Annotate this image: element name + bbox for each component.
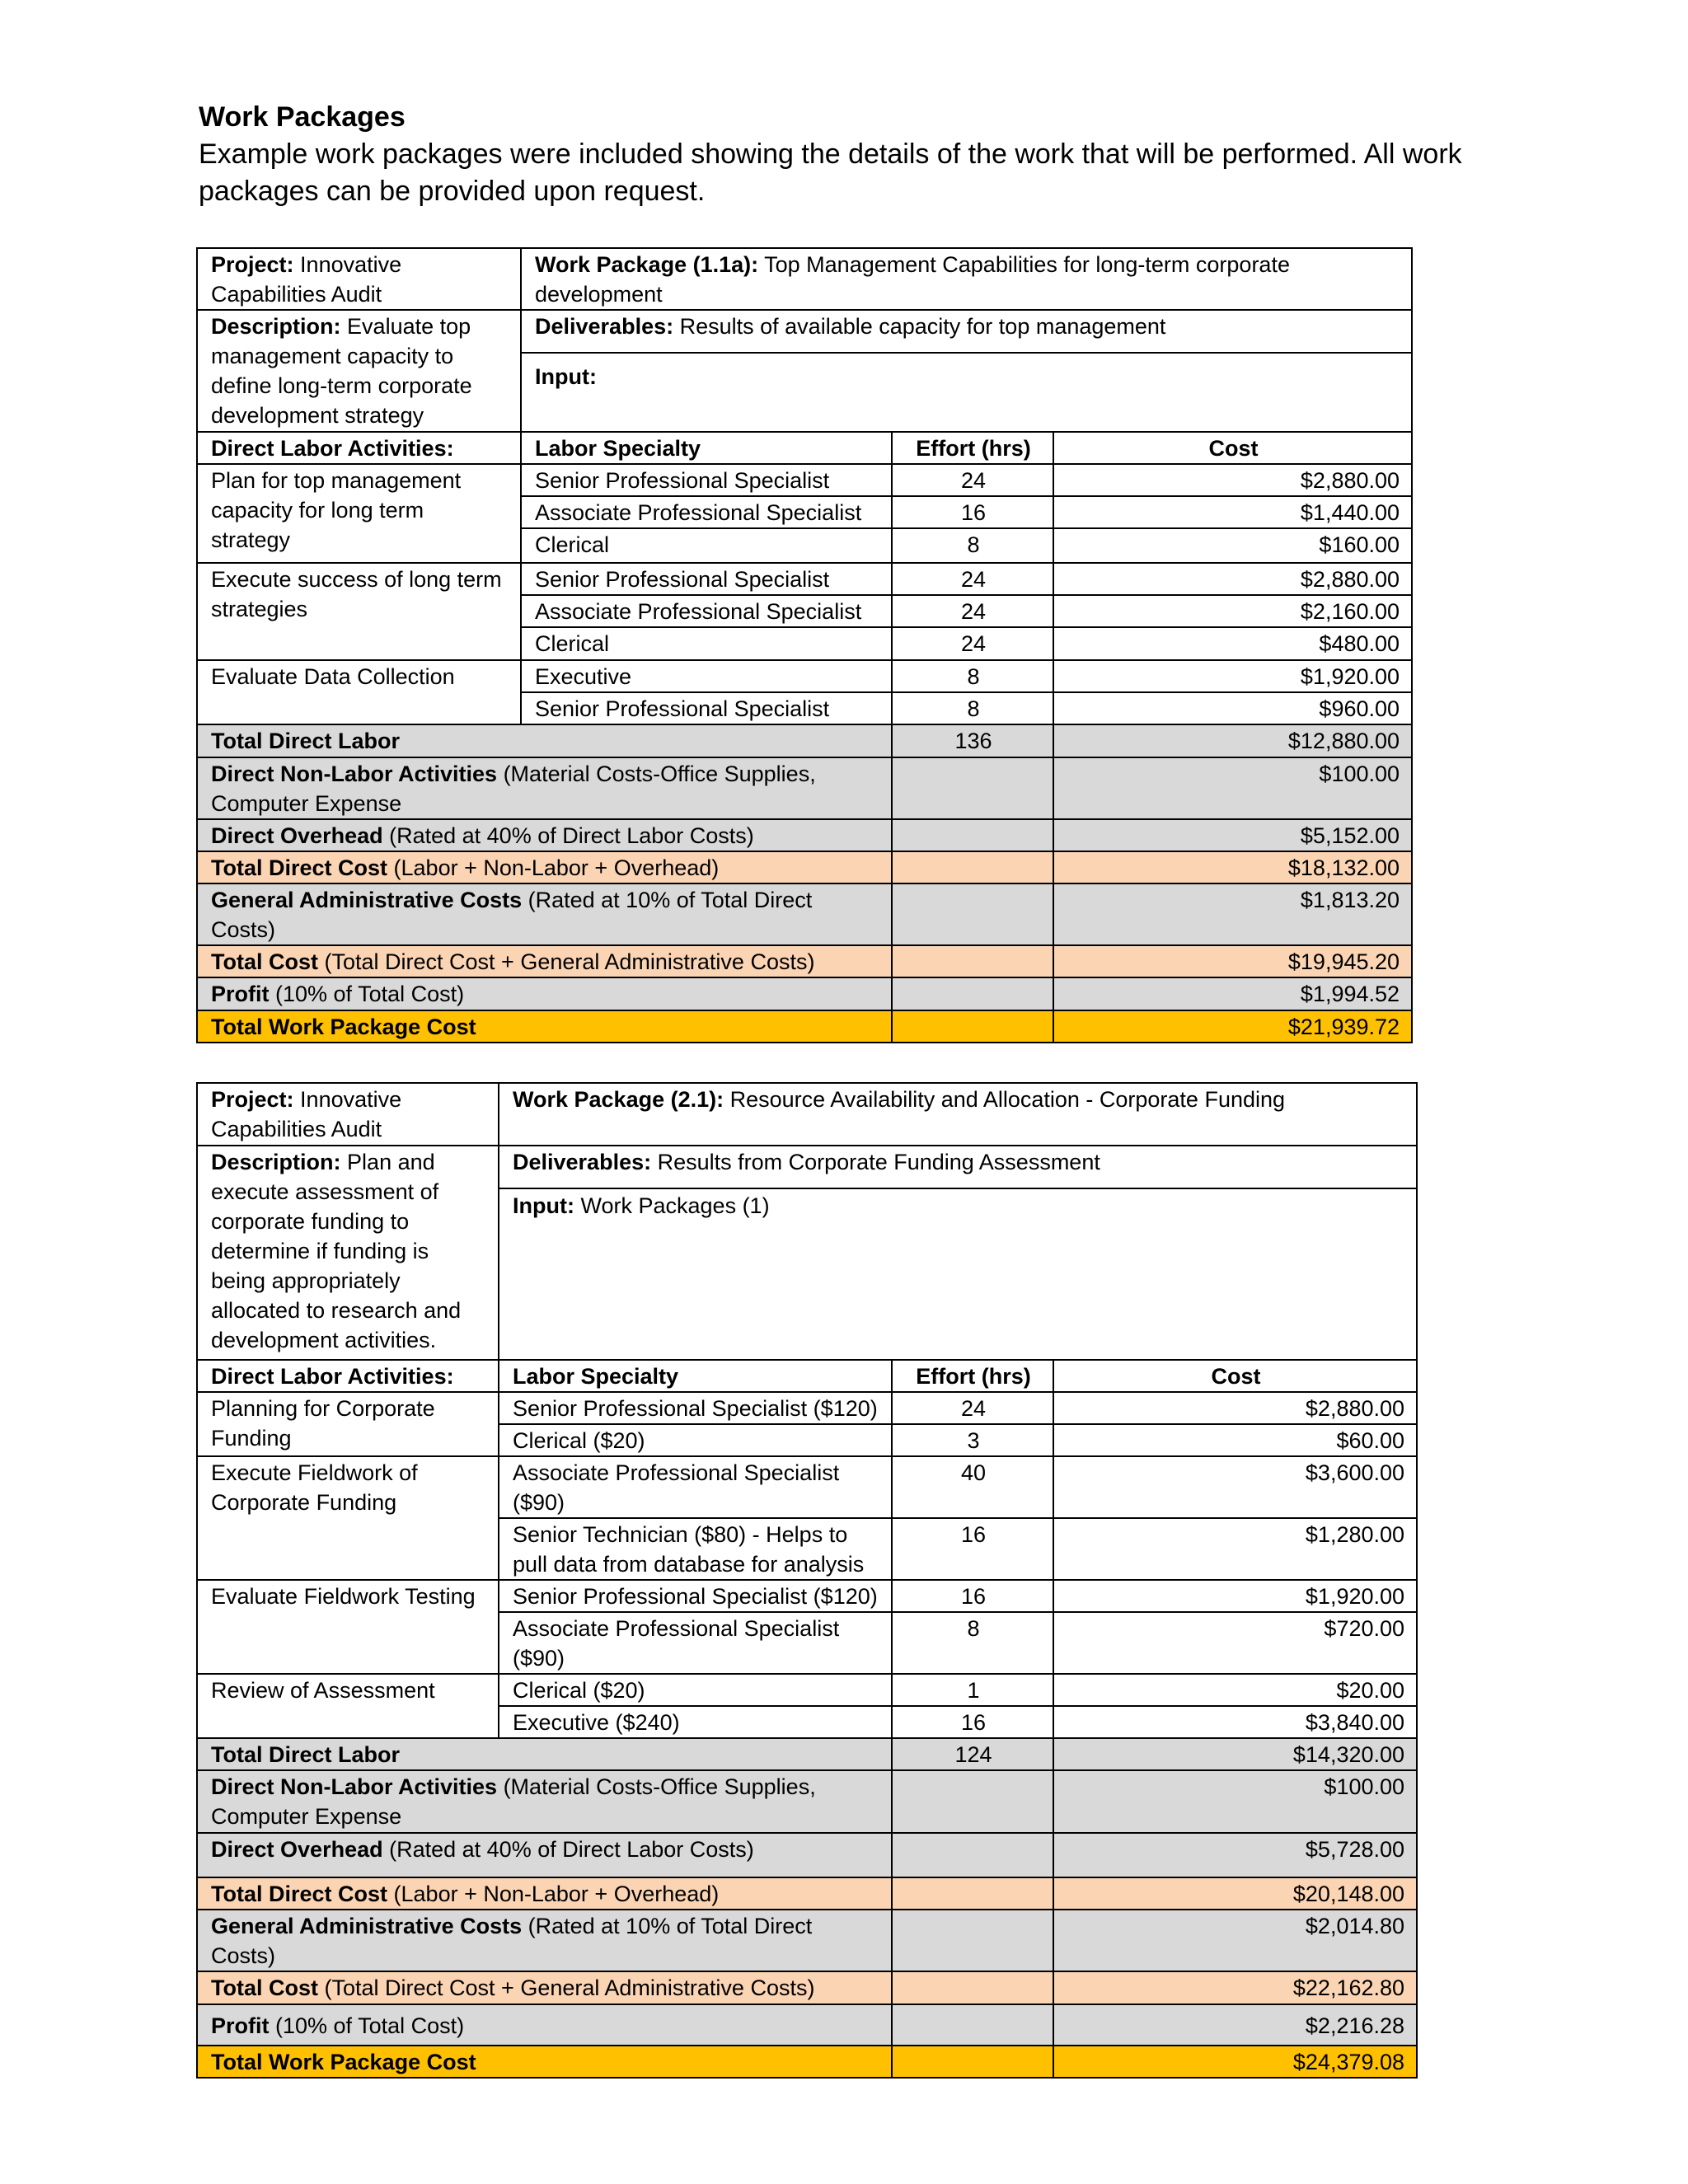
total-direct-labor-label: Total Direct Labor [197, 1738, 892, 1770]
total-cost-row [197, 945, 1412, 977]
total-wp-cost-label: Total Work Package Cost [197, 2046, 892, 2078]
wp2-description-cell [197, 1146, 499, 1360]
activity-cell: Planning for Corporate Funding [197, 1392, 499, 1456]
cost-value: $1,440.00 [1053, 496, 1412, 528]
cost-header: Cost [1053, 432, 1412, 464]
total-direct-cost-value: $18,132.00 [1053, 851, 1412, 883]
table-row [197, 464, 1412, 496]
effort-hours: 24 [892, 595, 1053, 627]
profit-note: (10% of Total Cost) [269, 2013, 465, 2038]
labor-specialty: Executive ($240) [499, 1706, 892, 1738]
project-name: Innovative Capabilities Audit [211, 1087, 402, 1141]
profit-value: $1,994.52 [1053, 977, 1412, 1010]
effort-hours: 16 [892, 1518, 1053, 1580]
cost-value: $2,880.00 [1053, 563, 1412, 595]
effort-hours: 40 [892, 1456, 1053, 1518]
total-wp-cost-effort [892, 2046, 1053, 2078]
project-label: Project: [211, 252, 294, 277]
effort-header: Effort (hrs) [892, 1360, 1053, 1392]
labor-specialty: Associate Professional Specialist ($90) [499, 1612, 892, 1674]
profit-note: (10% of Total Cost) [269, 982, 465, 1006]
non-labor-title: Direct Non-Labor Activities [211, 1774, 498, 1799]
total-wp-cost-row [197, 1010, 1412, 1043]
non-labor-label [197, 757, 892, 819]
profit-row [197, 2004, 1417, 2046]
profit-value: $2,216.28 [1053, 2004, 1417, 2046]
table-row [197, 1674, 1417, 1706]
ga-row [197, 883, 1412, 945]
overhead-note: (Rated at 40% of Direct Labor Costs) [382, 1837, 754, 1862]
total-direct-cost-effort [892, 851, 1053, 883]
table-row [197, 1580, 1417, 1612]
input-label: Input: [535, 364, 597, 389]
total-direct-labor-cost: $12,880.00 [1053, 724, 1412, 757]
labor-specialty: Associate Professional Specialist ($90) [499, 1456, 892, 1518]
input-text: Work Packages (1) [580, 1193, 770, 1218]
non-labor-effort [892, 1770, 1053, 1833]
labor-specialty: Clerical [521, 627, 892, 660]
total-cost-title: Total Cost [211, 1975, 318, 2000]
effort-hours: 24 [892, 1392, 1053, 1424]
total-direct-cost-note: (Labor + Non-Labor + Overhead) [387, 1882, 720, 1906]
wp1-input-cell [521, 353, 1412, 432]
project-name: Innovative Capabilities Audit [211, 252, 402, 307]
ga-row [197, 1910, 1417, 1971]
activity-cell: Execute success of long term strategies [197, 563, 521, 660]
ga-title: General Administrative Costs [211, 1914, 523, 1938]
total-direct-cost-label [197, 851, 892, 883]
effort-hours: 8 [892, 1612, 1053, 1674]
total-cost-effort [892, 945, 1053, 977]
wp2-deliverables-cell [499, 1146, 1417, 1188]
total-cost-title: Total Cost [211, 949, 318, 974]
total-cost-value: $19,945.20 [1053, 945, 1412, 977]
labor-specialty: Executive [521, 660, 892, 692]
description-label: Description: [211, 1150, 341, 1174]
overhead-label [197, 819, 892, 851]
cost-value: $2,880.00 [1053, 1392, 1417, 1424]
wp2-title-cell [499, 1083, 1417, 1146]
description-text: Plan and execute assessment of corporate funding to determine if funding is being appropriately allocated to research and development activities. [211, 1150, 462, 1352]
deliverables-text: Results of available capacity for top management [679, 314, 1166, 339]
deliverables-label: Deliverables: [535, 314, 674, 339]
overhead-row [197, 1833, 1417, 1877]
cost-value: $2,880.00 [1053, 464, 1412, 496]
overhead-title: Direct Overhead [211, 823, 383, 848]
activity-cell: Evaluate Fieldwork Testing [197, 1580, 499, 1674]
total-direct-cost-title: Total Direct Cost [211, 1882, 388, 1906]
cost-value: $3,600.00 [1053, 1456, 1417, 1518]
direct-labor-activities-header: Direct Labor Activities: [197, 432, 521, 464]
wp1-description-cell [197, 310, 521, 432]
wp2-project-cell [197, 1083, 499, 1146]
activity-cell: Evaluate Data Collection [197, 660, 521, 724]
labor-specialty: Senior Professional Specialist ($120) [499, 1392, 892, 1424]
wp2-labor-header-row [197, 1360, 1417, 1392]
total-cost-row [197, 1971, 1417, 2004]
cost-value: $480.00 [1053, 627, 1412, 660]
total-direct-cost-title: Total Direct Cost [211, 855, 388, 880]
total-direct-cost-label [197, 1877, 892, 1910]
project-label: Project: [211, 1087, 294, 1112]
total-wp-cost-label: Total Work Package Cost [197, 1010, 892, 1043]
profit-title: Profit [211, 2013, 270, 2038]
effort-header: Effort (hrs) [892, 432, 1053, 464]
non-labor-title: Direct Non-Labor Activities [211, 762, 498, 786]
total-wp-cost-value: $21,939.72 [1053, 1010, 1412, 1043]
total-cost-label [197, 1971, 892, 2004]
ga-note: (Rated at 10% of Total Direct Costs) [211, 1914, 813, 1968]
work-package-label: Work Package (2.1): [513, 1087, 724, 1112]
total-direct-labor-effort: 124 [892, 1738, 1053, 1770]
deliverables-text: Results from Corporate Funding Assessment [657, 1150, 1100, 1174]
wp2-input-cell [499, 1188, 1417, 1360]
labor-specialty: Senior Professional Specialist ($120) [499, 1580, 892, 1612]
labor-specialty: Associate Professional Specialist [521, 595, 892, 627]
total-direct-cost-row [197, 1877, 1417, 1910]
profit-label [197, 2004, 892, 2046]
table-row [197, 1392, 1417, 1424]
intro-paragraph: Example work packages were included showing the details of the work that will be performed. All work packages can be provided upon request. [199, 138, 1462, 207]
ga-label [197, 1910, 892, 1971]
ga-label [197, 883, 892, 945]
non-labor-cost: $100.00 [1053, 757, 1412, 819]
total-direct-cost-note: (Labor + Non-Labor + Overhead) [387, 855, 720, 880]
cost-value: $20.00 [1053, 1674, 1417, 1706]
activity-cell: Review of Assessment [197, 1674, 499, 1738]
cost-value: $3,840.00 [1053, 1706, 1417, 1738]
work-package-title: Resource Availability and Allocation - Corporate Funding [729, 1087, 1286, 1112]
labor-specialty: Senior Professional Specialist [521, 692, 892, 724]
wp1-title-cell [521, 248, 1412, 310]
total-wp-cost-value: $24,379.08 [1053, 2046, 1417, 2078]
work-package-label: Work Package (1.1a): [535, 252, 759, 277]
labor-specialty: Clerical ($20) [499, 1424, 892, 1456]
non-labor-cost: $100.00 [1053, 1770, 1417, 1833]
effort-hours: 16 [892, 1580, 1053, 1612]
input-label: Input: [513, 1193, 574, 1218]
ga-cost: $1,813.20 [1053, 883, 1412, 945]
effort-hours: 3 [892, 1424, 1053, 1456]
overhead-row [197, 819, 1412, 851]
cost-value: $1,280.00 [1053, 1518, 1417, 1580]
non-labor-effort [892, 757, 1053, 819]
activity-cell: Execute Fieldwork of Corporate Funding [197, 1456, 499, 1580]
ga-cost: $2,014.80 [1053, 1910, 1417, 1971]
ga-note: (Rated at 10% of Total Direct Costs) [211, 888, 813, 942]
ga-title: General Administrative Costs [211, 888, 523, 912]
profit-effort [892, 977, 1053, 1010]
cost-value: $720.00 [1053, 1612, 1417, 1674]
wp1-header-row [197, 248, 1412, 310]
total-wp-cost-row [197, 2046, 1417, 2078]
effort-hours: 24 [892, 464, 1053, 496]
cost-value: $2,160.00 [1053, 595, 1412, 627]
wp2-deliverables-row [197, 1146, 1417, 1188]
profit-effort [892, 2004, 1053, 2046]
effort-hours: 16 [892, 1706, 1053, 1738]
deliverables-label: Deliverables: [513, 1150, 652, 1174]
total-cost-value: $22,162.80 [1053, 1971, 1417, 2004]
activity-cell: Plan for top management capacity for long term strategy [197, 464, 521, 563]
total-direct-labor-effort: 136 [892, 724, 1053, 757]
total-cost-effort [892, 1971, 1053, 2004]
labor-specialty-header: Labor Specialty [499, 1360, 892, 1392]
effort-hours: 24 [892, 627, 1053, 660]
effort-hours: 24 [892, 563, 1053, 595]
labor-specialty: Associate Professional Specialist [521, 496, 892, 528]
effort-hours: 16 [892, 496, 1053, 528]
non-labor-note: (Material Costs-Office Supplies, Computer Expense [211, 1774, 816, 1829]
overhead-cost: $5,152.00 [1053, 819, 1412, 851]
overhead-note: (Rated at 40% of Direct Labor Costs) [382, 823, 754, 848]
wp1-project-cell [197, 248, 521, 310]
wp2-header-row [197, 1083, 1417, 1146]
overhead-effort [892, 1833, 1053, 1877]
work-package-table-1 [196, 247, 1413, 1043]
overhead-title: Direct Overhead [211, 1837, 383, 1862]
cost-header: Cost [1053, 1360, 1417, 1392]
cost-value: $960.00 [1053, 692, 1412, 724]
effort-hours: 8 [892, 660, 1053, 692]
total-direct-labor-cost: $14,320.00 [1053, 1738, 1417, 1770]
non-labor-row [197, 757, 1412, 819]
cost-value: $160.00 [1053, 528, 1412, 563]
total-direct-cost-effort [892, 1877, 1053, 1910]
ga-effort [892, 883, 1053, 945]
labor-specialty: Senior Professional Specialist [521, 464, 892, 496]
direct-labor-activities-header: Direct Labor Activities: [197, 1360, 499, 1392]
total-direct-cost-value: $20,148.00 [1053, 1877, 1417, 1910]
profit-label [197, 977, 892, 1010]
non-labor-row [197, 1770, 1417, 1833]
effort-hours: 8 [892, 528, 1053, 563]
total-cost-note: (Total Direct Cost + General Administrative Costs) [318, 1975, 815, 2000]
overhead-cost: $5,728.00 [1053, 1833, 1417, 1877]
overhead-label [197, 1833, 892, 1877]
cost-value: $1,920.00 [1053, 1580, 1417, 1612]
description-text: Evaluate top management capacity to define long-term corporate development strategy [211, 314, 472, 428]
wp1-deliverables-row [197, 310, 1412, 353]
overhead-effort [892, 819, 1053, 851]
total-direct-labor-label: Total Direct Labor [197, 724, 892, 757]
wp1-labor-header-row [197, 432, 1412, 464]
wp1-deliverables-cell [521, 310, 1412, 353]
table-row [197, 563, 1412, 595]
non-labor-note: (Material Costs-Office Supplies, Computer Expense [211, 762, 816, 816]
ga-effort [892, 1910, 1053, 1971]
effort-hours: 1 [892, 1674, 1053, 1706]
total-cost-note: (Total Direct Cost + General Administrative Costs) [318, 949, 815, 974]
profit-title: Profit [211, 982, 270, 1006]
page-heading: Work Packages [199, 101, 406, 133]
labor-specialty: Clerical ($20) [499, 1674, 892, 1706]
effort-hours: 8 [892, 692, 1053, 724]
work-package-table-2 [196, 1082, 1418, 2079]
labor-specialty: Clerical [521, 528, 892, 563]
total-direct-cost-row [197, 851, 1412, 883]
table-row [197, 1456, 1417, 1518]
profit-row [197, 977, 1412, 1010]
description-label: Description: [211, 314, 341, 339]
labor-specialty: Senior Professional Specialist [521, 563, 892, 595]
cost-value: $1,920.00 [1053, 660, 1412, 692]
total-wp-cost-effort [892, 1010, 1053, 1043]
table-row [197, 660, 1412, 692]
total-direct-labor-row [197, 1738, 1417, 1770]
total-cost-label [197, 945, 892, 977]
work-package-title: Top Management Capabilities for long-term corporate development [535, 252, 1290, 307]
total-direct-labor-row [197, 724, 1412, 757]
cost-value: $60.00 [1053, 1424, 1417, 1456]
labor-specialty-header: Labor Specialty [521, 432, 892, 464]
labor-specialty: Senior Technician ($80) - Helps to pull data from database for analysis [499, 1518, 892, 1580]
non-labor-label [197, 1770, 892, 1833]
